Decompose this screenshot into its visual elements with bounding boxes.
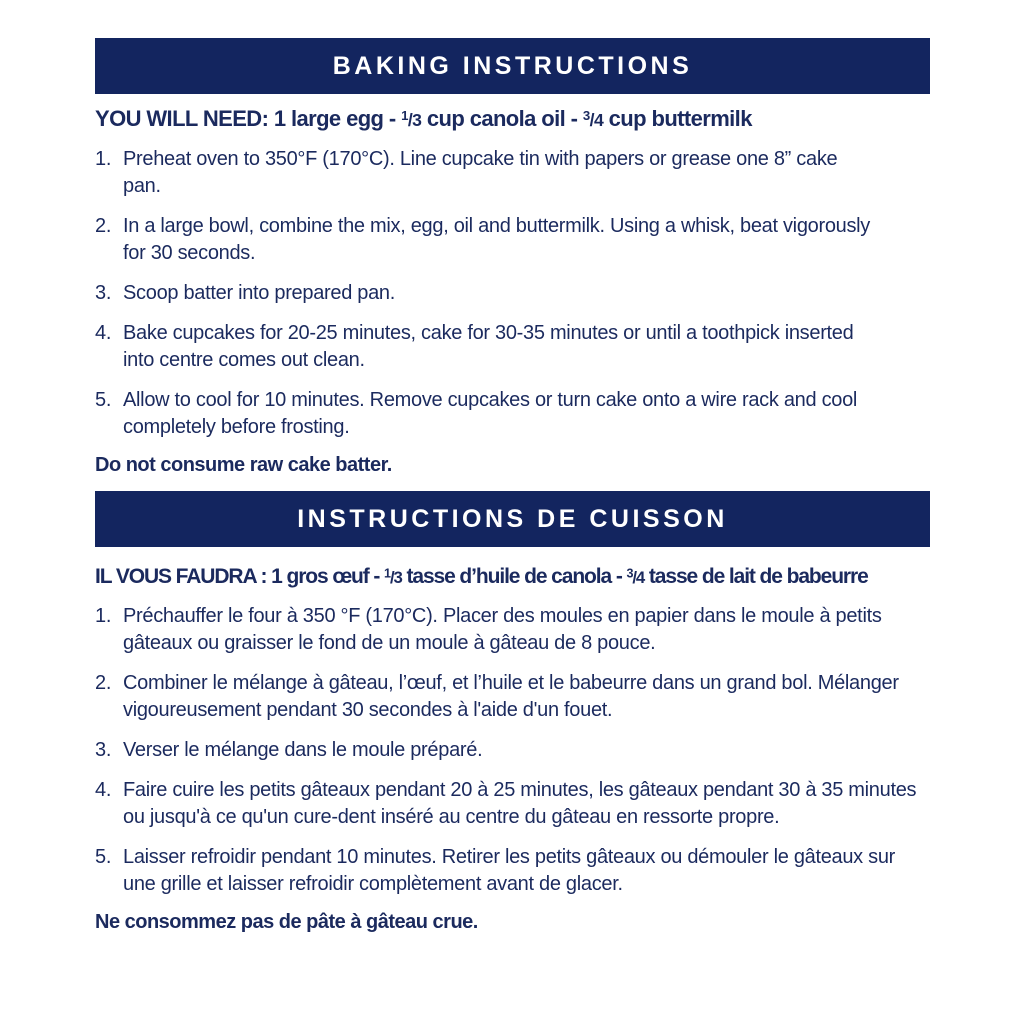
fraction-denominator: /4	[589, 110, 604, 130]
needs-label: IL VOUS FAUDRA :	[95, 565, 267, 588]
step-number: 4.	[95, 779, 112, 801]
step-text: Préchauffer le four à 350 °F (170°C). Placer des moules en papier dans le moule à petits gâteaux ou graisser le fond de un moule à gâteau de 8 pouce.	[123, 605, 882, 654]
list-item	[95, 737, 930, 764]
french-steps-list	[95, 603, 930, 898]
step-number: 2.	[95, 672, 112, 694]
needs-label: YOU WILL NEED:	[95, 106, 269, 131]
list-item	[95, 320, 930, 374]
step-text: Laisser refroidir pendant 10 minutes. Retirer les petits gâteaux ou démouler le gâteaux sur une grille et laisser refroidir complètement avant de glacer.	[123, 846, 896, 895]
list-item	[95, 670, 930, 724]
fraction-one-third	[384, 568, 402, 587]
step-number: 5.	[95, 846, 112, 868]
step-text: In a large bowl, combine the mix, egg, oil and buttermilk. Using a whisk, beat vigorously for 30 seconds.	[123, 215, 871, 264]
step-number: 1.	[95, 605, 112, 627]
step-text: Combiner le mélange à gâteau, l’œuf, et l’huile et le babeurre dans un grand bol. Mélanger vigoureusement pendant 30 secondes à l'aide d'un fouet.	[123, 672, 899, 721]
step-number: 1.	[95, 148, 112, 170]
list-item	[95, 603, 930, 657]
instructions-de-cuisson-banner	[95, 491, 930, 547]
fraction-denominator: /4	[632, 568, 645, 587]
step-text: Preheat oven to 350°F (170°C). Line cupcake tin with papers or grease one 8” cake pan.	[123, 148, 838, 197]
step-text: Allow to cool for 10 minutes. Remove cupcakes or turn cake onto a wire rack and cool completely before frosting.	[123, 389, 858, 438]
step-text: Verser le mélange dans le moule préparé.	[123, 739, 483, 761]
baking-instructions-banner	[95, 38, 930, 94]
fraction-numerator: 1	[384, 566, 390, 581]
english-steps-list	[95, 146, 930, 441]
raw-batter-warning-fr: Ne consommez pas de pâte à gâteau crue.	[95, 911, 478, 933]
step-text: Faire cuire les petits gâteaux pendant 20 à 25 minutes, les gâteaux pendant 30 à 35 minutes ou jusqu'à ce qu'un cure-dent inséré au centre du gâteau en ressorte propre.	[123, 779, 917, 828]
list-item	[95, 777, 930, 831]
fraction-denominator: /3	[407, 110, 422, 130]
banner-title: INSTRUCTIONS DE CUISSON	[297, 504, 728, 533]
fraction-numerator: 3	[626, 566, 633, 581]
needs-item-egg: 1 large egg -	[273, 106, 402, 131]
fraction-one-third	[401, 110, 421, 130]
fraction-numerator: 3	[582, 108, 590, 124]
step-number: 3.	[95, 282, 112, 304]
you-will-need-line	[95, 106, 930, 132]
needs-item-buttermilk: tasse de lait de babeurre	[644, 565, 868, 588]
step-text: Bake cupcakes for 20-25 minutes, cake for 30-35 minutes or until a toothpick inserted into centre comes out clean.	[123, 322, 854, 371]
needs-item-oil: tasse d’huile de canola -	[401, 565, 627, 588]
step-number: 5.	[95, 389, 112, 411]
list-item	[95, 387, 930, 441]
needs-item-oil: cup canola oil -	[421, 106, 583, 131]
list-item	[95, 844, 930, 898]
raw-batter-warning: Do not consume raw cake batter.	[95, 454, 392, 476]
step-number: 2.	[95, 215, 112, 237]
fraction-three-quarters	[626, 568, 644, 587]
banner-title: BAKING INSTRUCTIONS	[332, 51, 693, 80]
step-number: 3.	[95, 739, 112, 761]
list-item	[95, 146, 930, 200]
fraction-numerator: 1	[401, 108, 408, 124]
list-item	[95, 280, 930, 307]
instructions-page	[95, 38, 930, 934]
fraction-denominator: /3	[389, 568, 402, 587]
step-number: 4.	[95, 322, 112, 344]
il-vous-faudra-line	[95, 565, 930, 589]
step-text: Scoop batter into prepared pan.	[123, 282, 396, 304]
needs-item-egg: 1 gros œuf -	[271, 565, 385, 588]
fraction-three-quarters	[583, 110, 603, 130]
list-item	[95, 213, 930, 267]
needs-item-buttermilk: cup buttermilk	[603, 106, 752, 131]
